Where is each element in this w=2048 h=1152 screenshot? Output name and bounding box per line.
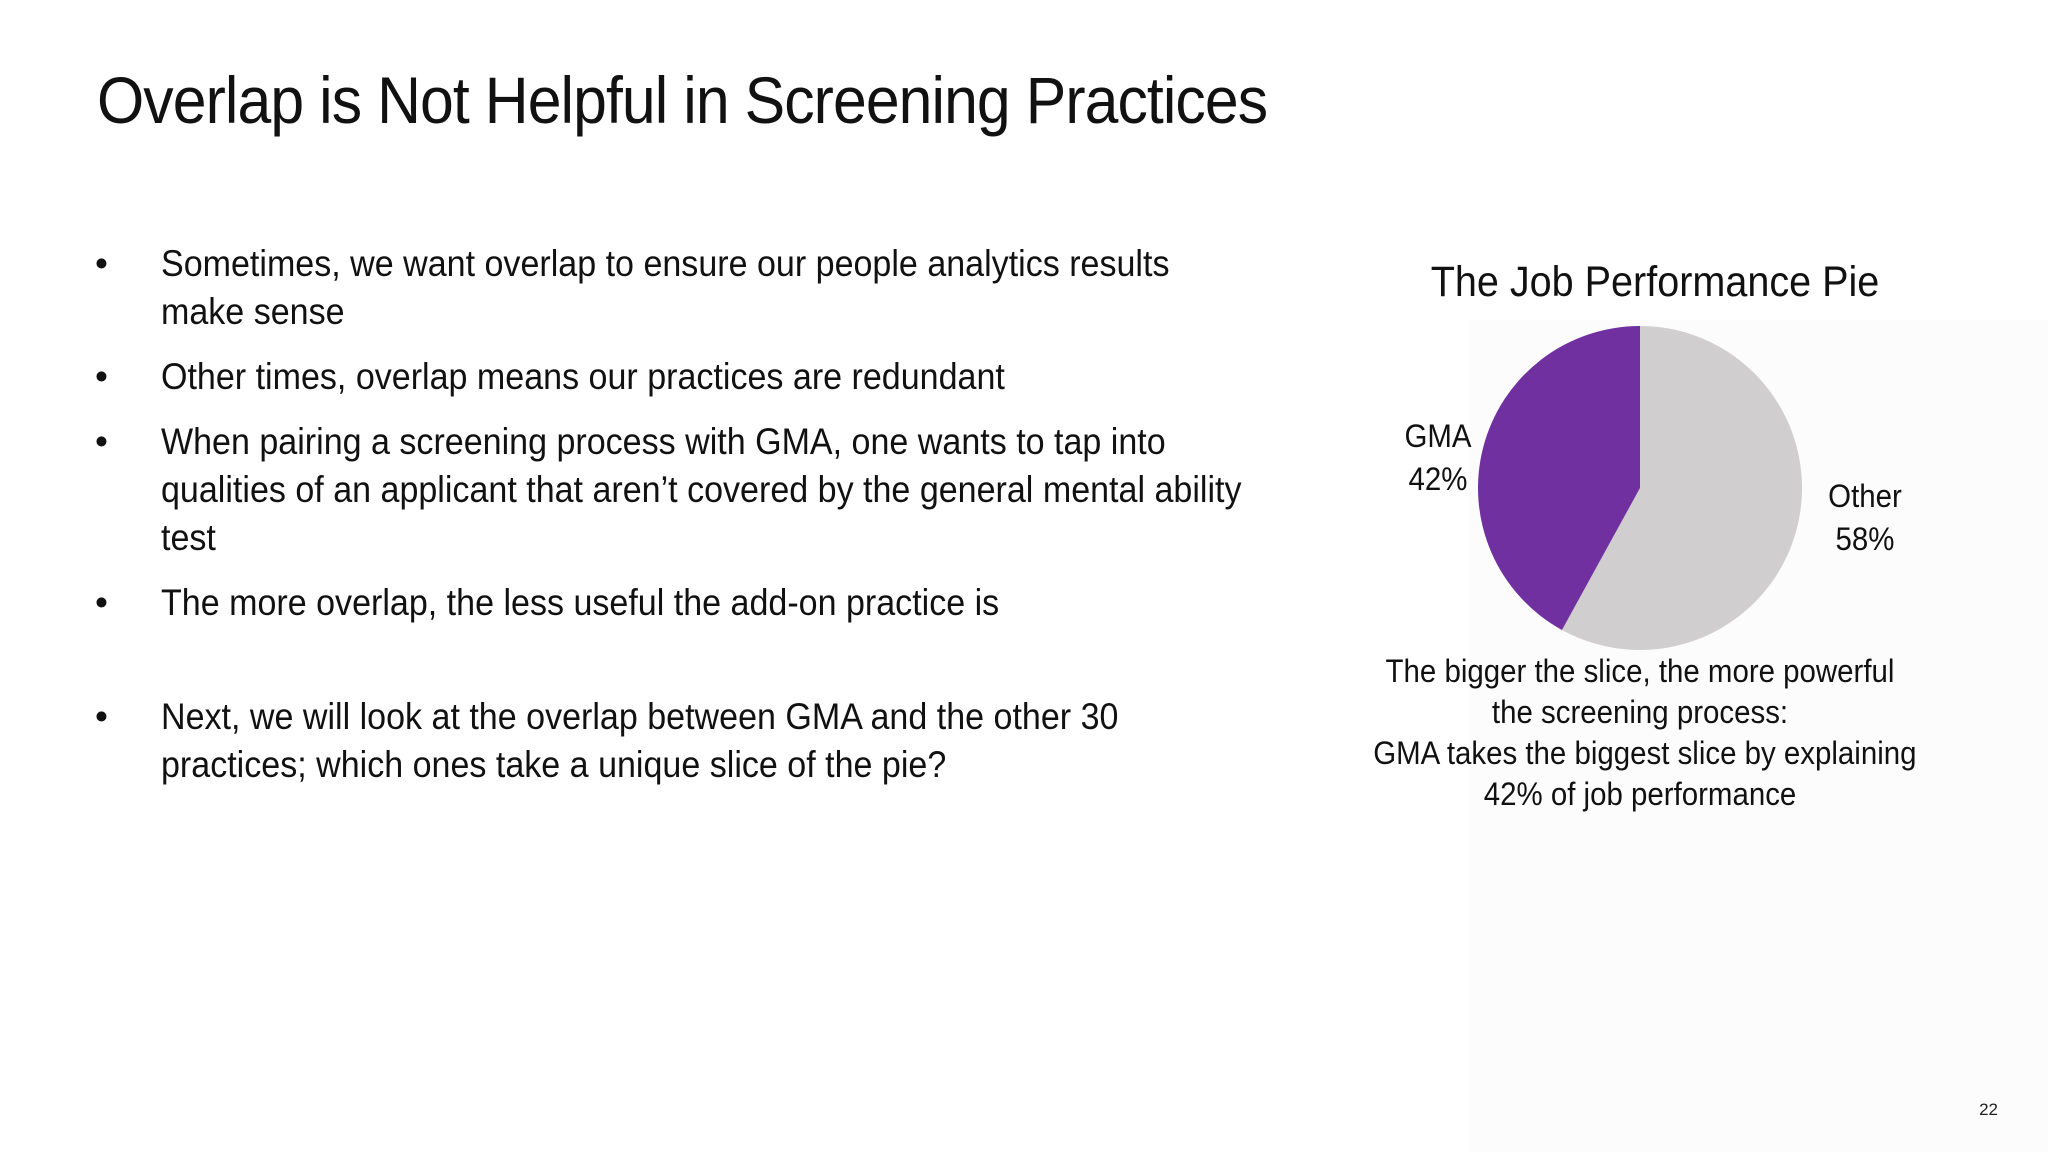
pie-label-gma-value: 42% [1408, 461, 1468, 497]
bullet-item [95, 240, 1245, 336]
bullet-text: Next, we will look at the overlap between GMA and the other 30 practices; which ones take a unique slice of the pie? [161, 696, 1119, 785]
bullet-text: Sometimes, we want overlap to ensure our people analytics results make sense [161, 243, 1170, 332]
bullet-marker: • [95, 582, 108, 623]
pie-label-other-name: Other [1828, 478, 1902, 514]
caption-line: The bigger the slice, the more powerful [1385, 653, 1895, 689]
slide-title: Overlap is Not Helpful in Screening Practices [97, 63, 1268, 137]
bullet-marker: • [95, 421, 108, 462]
bullet-text: The more overlap, the less useful the add-on practice is [161, 582, 1000, 623]
bullet-text: When pairing a screening process with GMA, one wants to tap into qualities of an applicant that aren’t covered by the general mental ability test [161, 421, 1242, 558]
pie-label-gma [1394, 415, 1482, 501]
bullet-item [95, 353, 1245, 401]
bullet-marker: • [95, 243, 108, 284]
bullet-list [95, 240, 1245, 806]
pie-caption [1373, 651, 1917, 815]
caption-line: 42% of job performance [1483, 776, 1797, 812]
pie-chart-title: The Job Performance Pie [1430, 258, 1880, 306]
bullet-item [95, 579, 1245, 627]
bullet-item [95, 693, 1245, 789]
bullet-marker: • [95, 356, 108, 397]
pie-chart [1470, 318, 1810, 658]
pie-label-gma-name: GMA [1404, 418, 1472, 454]
bullet-item [95, 418, 1245, 562]
bullet-marker: • [95, 696, 108, 737]
caption-line: the screening process: [1491, 694, 1789, 730]
pie-label-other-value: 58% [1835, 521, 1895, 557]
page-number: 22 [1979, 1100, 1998, 1119]
caption-line: GMA takes the biggest slice by explaining [1373, 735, 1917, 771]
bullet-text: Other times, overlap means our practices are redundant [161, 356, 1005, 397]
pie-label-other [1816, 475, 1914, 561]
